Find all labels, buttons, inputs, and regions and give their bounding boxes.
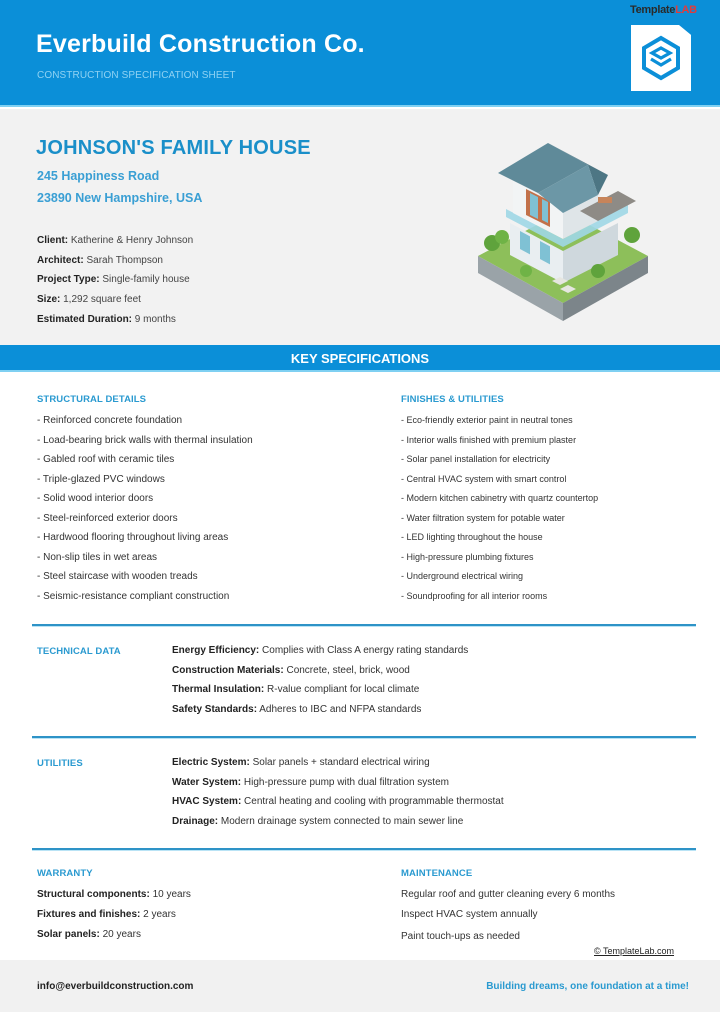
row-value: 10 years [149, 889, 191, 900]
row-value: Modern drainage system connected to main sewer line [218, 816, 464, 828]
project-intro [0, 109, 720, 345]
maintenance-item: Inspect HVAC system annually [401, 909, 538, 920]
list-item: - Solar panel installation for electricity [401, 454, 551, 464]
row-label: Fixtures and finishes: [37, 909, 141, 920]
row-label: Water System: [172, 776, 242, 788]
maintenance-section [401, 865, 615, 947]
technical-data-list [172, 641, 468, 720]
utilities-list [172, 753, 504, 832]
maintenance-label: MAINTENANCE [401, 868, 473, 879]
footer-tagline: Building dreams, one foundation at a time! [486, 981, 689, 992]
technical-row [172, 680, 468, 700]
list-item: - LED lighting throughout the house [401, 532, 543, 542]
section-divider [32, 736, 696, 738]
list-item: - Modern kitchen cabinetry with quartz countertop [401, 493, 599, 503]
info-value: 9 months [132, 313, 176, 325]
technical-data-label: TECHNICAL DATA [37, 646, 121, 657]
project-info-list [37, 231, 193, 329]
utilities-label: UTILITIES [37, 758, 83, 769]
utilities-row [172, 753, 504, 773]
info-value: Single-family house [99, 274, 190, 286]
list-item: - Load-bearing brick walls with thermal insulation [37, 434, 253, 446]
list-item: - Non-slip tiles in wet areas [37, 551, 158, 563]
info-label: Size: [37, 294, 61, 306]
list-item: - Seismic-resistance compliant construction [37, 590, 230, 602]
maintenance-item: Regular roof and gutter cleaning every 6 months [401, 889, 616, 900]
info-client [37, 231, 193, 251]
isometric-house-illustration [468, 131, 658, 326]
list-item: - Hardwood flooring throughout living areas [37, 532, 229, 543]
finishes-utilities-label: FINISHES & UTILITIES [401, 394, 504, 405]
row-label: Solar panels: [37, 929, 100, 940]
row-value: R-value compliant for local climate [264, 684, 420, 696]
technical-row [172, 661, 468, 681]
info-duration [37, 310, 193, 330]
structural-details-label: STRUCTURAL DETAILS [37, 394, 147, 405]
warranty-row [37, 905, 191, 925]
list-item: - Steel-reinforced exterior doors [37, 512, 178, 524]
section-divider [32, 848, 696, 850]
templatelab-brand[interactable] [630, 4, 697, 16]
list-item: - Underground electrical wiring [401, 571, 524, 581]
row-value: Adheres to IBC and NFPA standards [257, 704, 422, 716]
list-item: - Soundproofing for all interior rooms [401, 590, 548, 601]
hexagon-layers-icon [641, 35, 681, 81]
row-label: Drainage: [172, 816, 219, 828]
project-title: JOHNSON'S FAMILY HOUSE [36, 137, 311, 159]
list-item: - Interior walls finished with premium plaster [401, 434, 577, 445]
technical-row [172, 700, 468, 720]
row-label: HVAC System: [172, 796, 242, 808]
copyright-link[interactable]: © TemplateLab.com [594, 946, 675, 956]
finishes-utilities-section [401, 391, 598, 606]
utilities-row [172, 773, 504, 793]
utilities-row [172, 812, 504, 832]
row-value: Solar panels + standard electrical wiring [249, 757, 430, 768]
list-item: - Reinforced concrete foundation [37, 415, 183, 426]
row-label: Energy Efficiency: [172, 645, 260, 656]
info-size [37, 290, 193, 310]
warranty-row [37, 925, 191, 945]
row-label: Construction Materials: [172, 664, 284, 676]
contact-email[interactable]: info@everbuildconstruction.com [37, 981, 194, 992]
list-item: - Solid wood interior doors [37, 493, 154, 504]
company-name: Everbuild Construction Co. [36, 30, 365, 58]
info-project-type [37, 270, 193, 290]
row-value: High-pressure pump with dual filtration system [241, 776, 449, 788]
row-value: Central heating and cooling with programmable thermostat [241, 796, 504, 808]
maintenance-item: Paint touch-ups as needed [401, 931, 520, 942]
logo-badge [631, 25, 691, 91]
row-label: Thermal Insulation: [172, 684, 265, 696]
row-value: Concrete, steel, brick, wood [283, 664, 410, 676]
list-item: - Eco-friendly exterior paint in neutral tones [401, 415, 573, 425]
row-label: Structural components: [37, 889, 150, 900]
info-label: Project Type: [37, 274, 100, 286]
list-item: - Gabled roof with ceramic tiles [37, 454, 175, 465]
technical-row [172, 641, 468, 661]
info-label: Estimated Duration: [37, 313, 133, 325]
warranty-row [37, 885, 191, 905]
info-label: Architect: [37, 254, 84, 266]
row-label: Safety Standards: [172, 704, 258, 716]
document-subtitle: CONSTRUCTION SPECIFICATION SHEET [37, 70, 236, 81]
list-item: - Steel staircase with wooden treads [37, 571, 198, 582]
list-item: - Central HVAC system with smart control [401, 473, 567, 484]
structural-details-section [37, 391, 253, 606]
address-line-2: 23890 New Hampshire, USA [37, 191, 203, 205]
info-architect [37, 251, 193, 271]
list-item: - High-pressure plumbing fixtures [401, 551, 534, 562]
warranty-label: WARRANTY [37, 868, 93, 879]
info-value: 1,292 square feet [60, 294, 141, 306]
row-value: 2 years [140, 909, 176, 920]
brand-part2: LAB [675, 4, 697, 16]
brand-part1: Template [630, 4, 676, 16]
warranty-section [37, 865, 191, 945]
row-value: 20 years [99, 929, 141, 940]
footer [0, 960, 720, 1012]
section-divider [32, 624, 696, 626]
key-specifications-header: KEY SPECIFICATIONS [0, 345, 720, 372]
info-label: Client: [37, 235, 69, 246]
info-value: Sarah Thompson [83, 254, 163, 266]
row-value: Complies with Class A energy rating standards [259, 645, 469, 656]
list-item: - Water filtration system for potable water [401, 512, 565, 523]
list-item: - Triple-glazed PVC windows [37, 473, 165, 485]
header-banner [0, 0, 720, 107]
row-label: Electric System: [172, 757, 250, 768]
address-line-1: 245 Happiness Road [37, 169, 160, 183]
info-value: Katherine & Henry Johnson [68, 235, 194, 246]
utilities-row [172, 792, 504, 812]
